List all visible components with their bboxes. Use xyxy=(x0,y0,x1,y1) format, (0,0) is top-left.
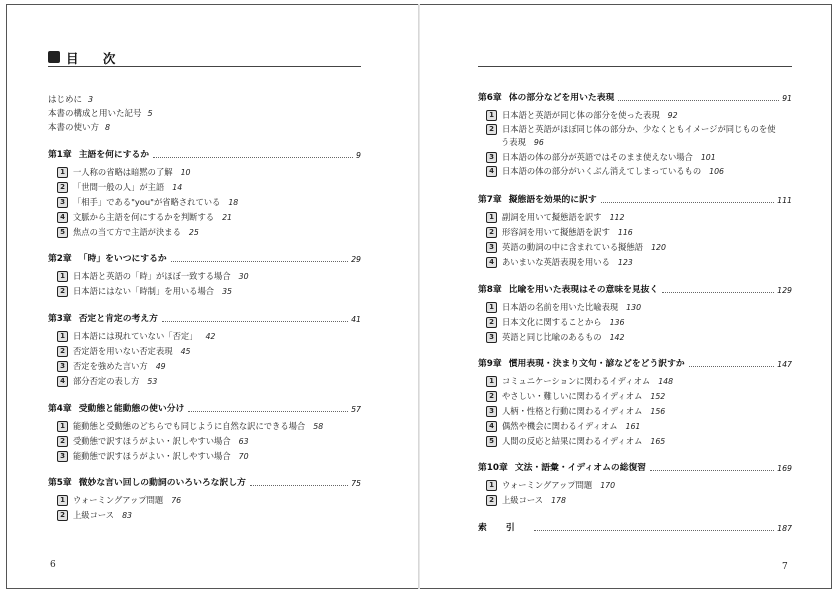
section-item[interactable]: 1 日本語と英語が同じ体の部分を使った表現 92 xyxy=(486,110,678,121)
number-badge-icon: 2 xyxy=(57,510,68,521)
section-item[interactable]: 3 英語の動詞の中に含まれている擬態語 120 xyxy=(486,242,666,253)
section-item[interactable]: 2 上級コース 83 xyxy=(57,510,132,521)
number-badge-icon: 1 xyxy=(486,302,497,313)
section-item[interactable]: 2 やさしい・難しいに関わるイディオム 152 xyxy=(486,391,665,402)
number-badge-icon: 4 xyxy=(486,421,497,432)
leader-dots xyxy=(618,100,779,101)
leader-dots xyxy=(650,470,774,471)
leader-dots xyxy=(689,366,774,367)
section-item[interactable]: 5 焦点の当て方で主語が決まる 25 xyxy=(57,227,199,238)
section-item[interactable]: 2 形容詞を用いて擬態語を訳す 116 xyxy=(486,227,633,238)
section-item[interactable]: 2 日本語と英語がほぼ同じ体の部分か、少なくともイメージが同じものを使 xyxy=(486,124,776,135)
section-item[interactable]: 1 副詞を用いて擬態語を訳す 112 xyxy=(486,212,624,223)
number-badge-icon: 3 xyxy=(57,197,68,208)
number-badge-icon: 1 xyxy=(57,271,68,282)
section-item[interactable]: 3 人柄・性格と行動に関わるイディオム 156 xyxy=(486,406,665,417)
section-item[interactable]: 1 日本語には現れていない「否定」 42 xyxy=(57,331,215,342)
number-badge-icon: 3 xyxy=(57,361,68,372)
section-item[interactable]: 1 日本語の名前を用いた比喩表現 130 xyxy=(486,302,641,313)
number-badge-icon: 2 xyxy=(57,286,68,297)
front-matter-item[interactable]: 本書の構成と用いた記号 5 xyxy=(48,109,153,119)
front-matter-item[interactable]: 本書の使い方 8 xyxy=(48,123,111,133)
number-badge-icon: 2 xyxy=(486,124,497,135)
section-item[interactable]: 4 文脈から主語を何にするかを判断する 21 xyxy=(57,212,232,223)
number-badge-icon: 2 xyxy=(486,227,497,238)
section-item[interactable]: 3 「相手」である"you"が省略されている 18 xyxy=(57,197,238,208)
book-gutter xyxy=(418,4,420,589)
number-badge-icon: 2 xyxy=(486,317,497,328)
section-item[interactable]: 4 部分否定の表し方 53 xyxy=(57,376,157,387)
front-matter-item[interactable]: はじめに 3 xyxy=(48,95,94,105)
number-badge-icon: 3 xyxy=(486,242,497,253)
number-badge-icon: 3 xyxy=(486,332,497,343)
number-badge-icon: 3 xyxy=(486,152,497,163)
number-badge-icon: 1 xyxy=(486,480,497,491)
number-badge-icon: 2 xyxy=(57,182,68,193)
section-item[interactable]: 1 コミュニケーションに関わるイディオム 148 xyxy=(486,376,673,387)
number-badge-icon: 1 xyxy=(486,110,497,121)
section-item[interactable]: 4 あいまいな英語表現を用いる 123 xyxy=(486,257,633,268)
section-item[interactable]: 4 偶然や機会に関わるイディオム 161 xyxy=(486,421,640,432)
number-badge-icon: 5 xyxy=(486,436,497,447)
section-item-continued[interactable]: う表現 96 xyxy=(501,137,544,147)
page-number: 7 xyxy=(782,562,788,572)
toc-title: 目 次 xyxy=(66,51,126,66)
chapter-heading[interactable]: 第7章 擬態語を効果的に訳す 111 xyxy=(478,195,792,205)
toc-header xyxy=(48,50,361,67)
number-badge-icon: 4 xyxy=(486,257,497,268)
section-item[interactable]: 2 日本語にはない「時制」を用いる場合 35 xyxy=(57,286,232,297)
section-item[interactable]: 2 上級コース 178 xyxy=(486,495,566,506)
leader-dots xyxy=(188,411,348,412)
section-item[interactable]: 1 日本語と英語の「時」がほぼ一致する場合 30 xyxy=(57,271,249,282)
page-number: 6 xyxy=(50,560,56,570)
number-badge-icon: 2 xyxy=(57,346,68,357)
section-item[interactable]: 2 受動態で訳すほうがよい・訳しやすい場合 63 xyxy=(57,436,249,447)
number-badge-icon: 4 xyxy=(57,376,68,387)
chapter-heading[interactable]: 第10章 文法・語彙・イディオムの総復習 169 xyxy=(478,463,792,473)
section-item[interactable]: 1 能動態と受動態のどちらでも同じように自然な訳にできる場合 58 xyxy=(57,421,323,432)
leader-dots xyxy=(662,292,774,293)
section-item[interactable]: 1 ウォーミングアップ問題 76 xyxy=(57,495,181,506)
chapter-heading[interactable]: 第4章 受動態と能動態の使い分け 57 xyxy=(48,404,361,414)
number-badge-icon: 1 xyxy=(57,421,68,432)
section-item[interactable]: 3 英語と同じ比喩のあるもの 142 xyxy=(486,332,624,343)
chapter-heading[interactable]: 第2章 「時」をいつにするか 29 xyxy=(48,254,361,264)
number-badge-icon: 5 xyxy=(57,227,68,238)
chapter-heading[interactable]: 第3章 否定と肯定の考え方 41 xyxy=(48,314,361,324)
number-badge-icon: 3 xyxy=(486,406,497,417)
chapter-heading[interactable]: 第9章 慣用表現・決まり文句・諺などをどう訳すか 147 xyxy=(478,359,792,369)
number-badge-icon: 1 xyxy=(486,376,497,387)
chapter-heading[interactable]: 第8章 比喩を用いた表現はその意味を見抜く 129 xyxy=(478,285,792,295)
chapter-heading[interactable]: 第1章 主語を何にするか 9 xyxy=(48,150,361,160)
leader-dots xyxy=(250,485,348,486)
section-item[interactable]: 3 否定を強めた言い方 49 xyxy=(57,361,166,372)
leader-dots xyxy=(601,202,774,203)
header-rule xyxy=(478,66,792,67)
section-item[interactable]: 1 ウォーミングアップ問題 170 xyxy=(486,480,615,491)
section-item[interactable]: 4 日本語の体の部分がいくぶん消えてしまっているもの 106 xyxy=(486,166,724,177)
section-item[interactable]: 2 「世間一般の人」が主語 14 xyxy=(57,182,182,193)
leader-dots xyxy=(153,157,353,158)
section-item[interactable]: 5 人間の反応と結果に関わるイディオム 165 xyxy=(486,436,665,447)
chapter-heading[interactable]: 第6章 体の部分などを用いた表現 91 xyxy=(478,93,792,103)
section-item[interactable]: 2 日本文化に関することから 136 xyxy=(486,317,624,328)
index-heading[interactable]: 索 引 187 xyxy=(478,523,792,533)
number-badge-icon: 2 xyxy=(486,495,497,506)
section-item[interactable]: 2 否定語を用いない否定表現 45 xyxy=(57,346,191,357)
leader-dots xyxy=(162,321,348,322)
number-badge-icon: 4 xyxy=(57,212,68,223)
chapter-heading[interactable]: 第5章 微妙な言い回しの動詞のいろいろな訳し方 75 xyxy=(48,478,361,488)
section-item[interactable]: 1 一人称の省略は暗黙の了解 10 xyxy=(57,167,191,178)
section-item[interactable]: 3 日本語の体の部分が英語ではそのまま使えない場合 101 xyxy=(486,152,716,163)
number-badge-icon: 3 xyxy=(57,451,68,462)
number-badge-icon: 1 xyxy=(486,212,497,223)
square-bullet-icon xyxy=(48,51,60,63)
number-badge-icon: 4 xyxy=(486,166,497,177)
number-badge-icon: 1 xyxy=(57,331,68,342)
number-badge-icon: 1 xyxy=(57,495,68,506)
leader-dots xyxy=(171,261,348,262)
leader-dots xyxy=(534,530,774,531)
number-badge-icon: 1 xyxy=(57,167,68,178)
section-item[interactable]: 3 能動態で訳すほうがよい・訳しやすい場合 70 xyxy=(57,451,249,462)
number-badge-icon: 2 xyxy=(57,436,68,447)
number-badge-icon: 2 xyxy=(486,391,497,402)
